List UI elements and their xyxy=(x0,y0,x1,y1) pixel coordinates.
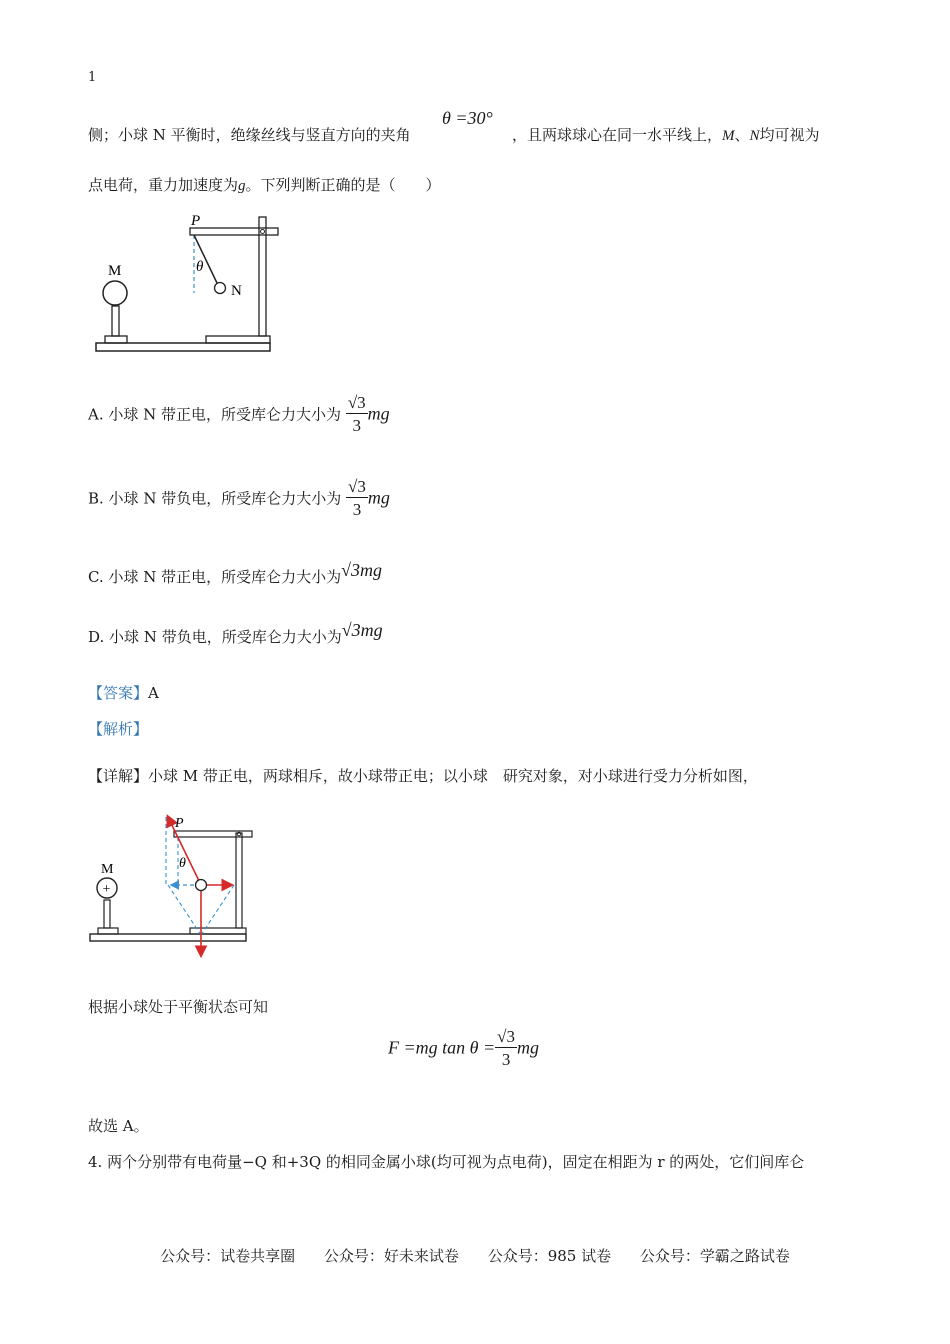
formula-lhs: F =mg tan θ = xyxy=(388,1037,496,1058)
option-c-expr: √3mg xyxy=(341,560,383,580)
detail-label: 【详解】 xyxy=(88,767,149,785)
parallelogram-left xyxy=(168,885,201,935)
formula-den: 3 xyxy=(501,1050,511,1069)
option-c-text: C. 小球 N 带正电，所受库仑力大小为 xyxy=(88,568,342,586)
ball-n-2 xyxy=(196,880,207,891)
plus-sign: + xyxy=(102,882,111,897)
option-b xyxy=(88,478,390,518)
question3-line1 xyxy=(88,124,411,145)
option-b-unit: mg xyxy=(367,487,390,508)
option-a-fraction xyxy=(346,394,368,434)
question3-line1-rest xyxy=(512,124,820,145)
option-b-num: √3 xyxy=(348,477,366,496)
option-a-num: √3 xyxy=(347,393,366,412)
label-m: M xyxy=(108,263,122,279)
figure-pendulum xyxy=(90,205,290,365)
q3-line1-after: ，且两球球心在同一水平线上， xyxy=(512,126,723,144)
theta-value: θ =30° xyxy=(442,108,493,128)
label-theta: θ xyxy=(196,259,204,275)
q3-line1-before: 侧；小球 N 平衡时，绝缘丝线与竖直方向的夹角 xyxy=(88,126,411,144)
option-d xyxy=(88,620,383,647)
footer-item-4: 公众号：学霸之路试卷 xyxy=(639,1247,790,1265)
analysis-label: 【解析】 xyxy=(88,720,149,738)
formula-fraction xyxy=(495,1028,517,1068)
figure-force-analysis xyxy=(86,805,266,965)
ball-n xyxy=(215,283,226,294)
option-c xyxy=(88,560,383,587)
label-theta-2: θ xyxy=(179,856,186,871)
option-a-text: A. 小球 N 带正电，所受库仑力大小为 xyxy=(88,405,342,424)
option-b-den: 3 xyxy=(352,500,362,519)
equilibrium-text: 根据小球处于平衡状态可知 xyxy=(88,998,269,1016)
frame-foot-2 xyxy=(190,928,246,934)
q3-line2-before: 点电荷，重力加速度为 xyxy=(88,176,239,194)
question3-line2 xyxy=(88,174,441,195)
footer-item-1: 公众号：试卷共享圈 xyxy=(160,1247,296,1265)
footer-item-2: 公众号：好未来试卷 xyxy=(323,1247,459,1265)
m-stand-foot xyxy=(105,336,127,343)
ball-m xyxy=(103,281,127,305)
q3-line1-end: 均可视为 xyxy=(759,126,820,144)
answer-label: 【答案】 xyxy=(88,684,149,702)
detail-text: 小球 M 带正电，两球相斥，故小球带正电；以小球 研究对象，对小球进行受力分析如图， xyxy=(148,767,758,785)
footer xyxy=(0,1245,950,1266)
pivot-dot xyxy=(261,230,265,234)
q3-sep: 、 xyxy=(734,126,750,144)
option-a-den: 3 xyxy=(352,416,361,435)
label-m-2: M xyxy=(101,862,114,877)
option-b-fraction xyxy=(346,478,368,518)
base-plate xyxy=(96,343,270,351)
m-stand-rod-2 xyxy=(104,900,110,928)
option-a xyxy=(88,394,390,434)
base-plate-2 xyxy=(90,934,246,941)
option-b-text: B. 小球 N 带负电，所受库仑力大小为 xyxy=(88,489,342,508)
label-p-2: P xyxy=(175,816,184,831)
answer-line xyxy=(88,682,159,703)
label-p: P xyxy=(191,213,201,229)
frame-post-2 xyxy=(236,833,242,928)
label-n: N xyxy=(231,283,242,299)
option-d-text: D. 小球 N 带负电，所受库仑力大小为 xyxy=(88,628,342,646)
m-stand-rod xyxy=(112,306,119,336)
footer-item-3: 公众号：985 试卷 xyxy=(487,1247,612,1265)
q3-n-symbol: N xyxy=(749,128,760,144)
m-stand-foot-2 xyxy=(98,928,118,934)
answer-value: A xyxy=(148,684,159,702)
conclusion: 故选 A。 xyxy=(88,1117,149,1135)
question4-line: 4. 两个分别带有电荷量−Q 和+3Q 的相同金属小球(均可视为点电荷)，固定在相距为 r 的两处，它们间库仑 xyxy=(88,1153,805,1171)
tension-force-arrow xyxy=(168,817,201,885)
formula xyxy=(388,1028,539,1068)
option-d-expr: √3mg xyxy=(341,620,383,640)
detail-line xyxy=(88,765,758,786)
formula-num: √3 xyxy=(497,1027,515,1046)
q3-g-symbol: g xyxy=(238,178,246,194)
page-number: 1 xyxy=(88,70,97,85)
frame-foot xyxy=(206,336,270,343)
formula-unit: mg xyxy=(516,1037,539,1058)
q3-line2-after: 。下列判断正确的是（ ） xyxy=(245,176,441,194)
q3-m-symbol: M xyxy=(722,128,735,144)
option-a-unit: mg xyxy=(367,403,390,424)
